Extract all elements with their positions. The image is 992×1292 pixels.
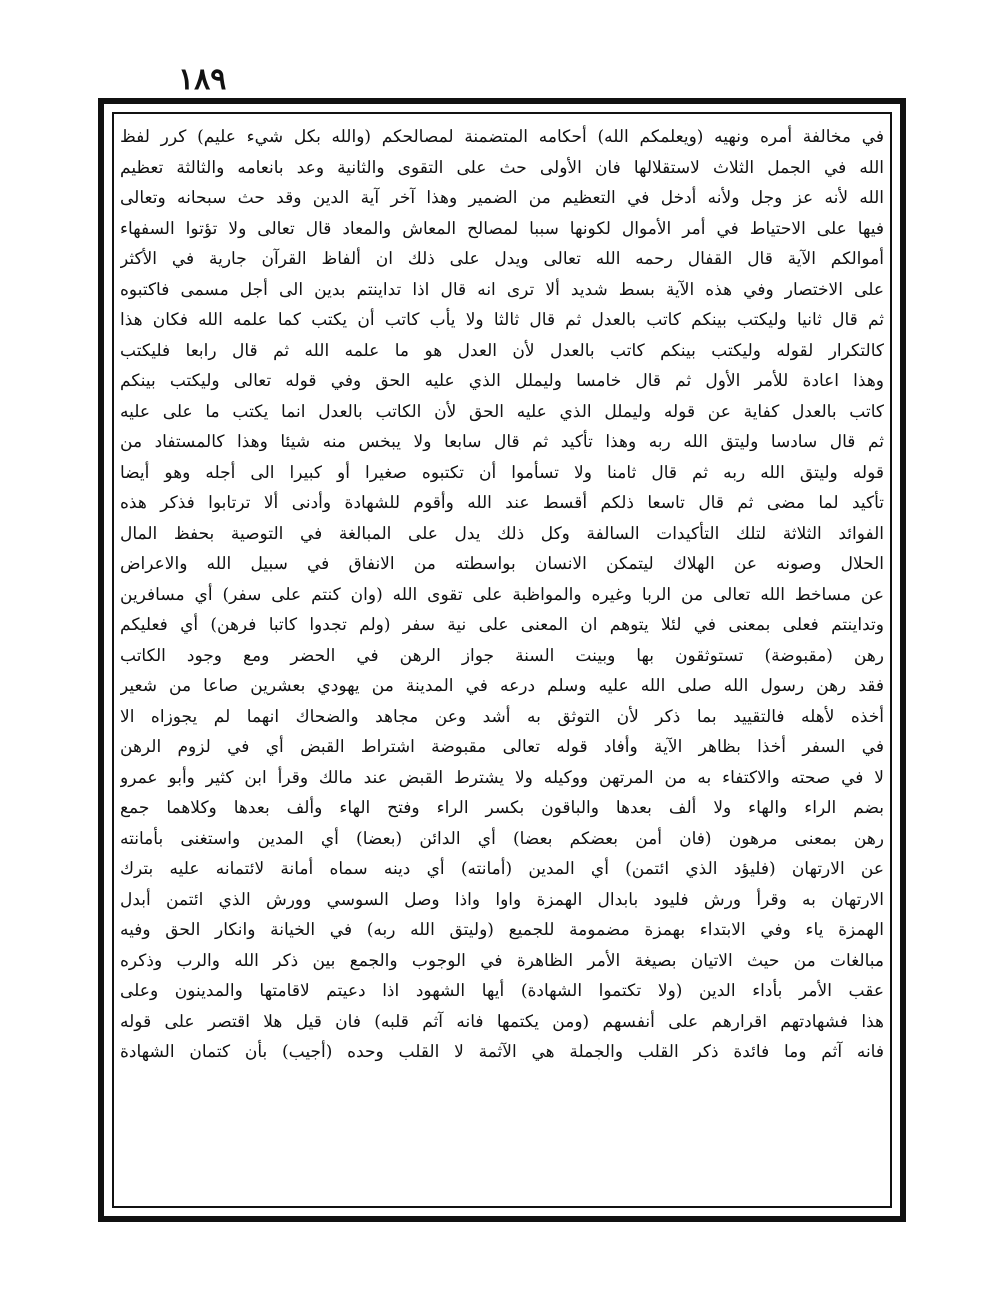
text-line: تأكيد لما مضى ثم قال تاسعا ذلكم أقسط عند الله وأقوم للشهادة وأدنى ألا ترتابوا فذكر هذه [120, 493, 884, 513]
text-line: رهن بمعنى مرهون (فان أمن بعضكم بعضا) أي الدائن (بعضا) أي المدين واستغنى بأمانته [120, 828, 884, 849]
text-line: لا في صحته والاكتفاء به من المرتهن ووكيله ولا يشترط القبض عند مالك وقرأ ابن كثير وأبو عمرو [120, 767, 884, 788]
text-line: مبالغات من حيث الاتيان بصيغة الأمر الظاهرة في الوجوب والجمع بين ذكر الله والرب وذكره [120, 950, 884, 971]
text-line: كالتكرار لقوله وليكتب بينكم كاتب بالعدل لأن العدل هو ما علمه الله ثم قال رابعا فليكتب [120, 340, 884, 361]
text-line: فيها على الاحتياط في أمر الأموال لكونها سببا لمصالح المعاش والمعاد قال تعالى ولا تؤتوا السفهاء [120, 218, 884, 239]
text-line: على الاختصار وفي هذه الآية بسط شديد ألا ترى انه قال اذا تداينتم بدين الى أجل مسمى فاكتبوه [120, 279, 884, 300]
text-line: الله في الجمل الثلاث لاستقلالها فان الأولى حث على التقوى والثانية وعد بانعامه والثالثة تعظيم [120, 157, 884, 178]
text-line: الهمزة ياء وفي الابتداء بهمزة مضمومة للجميع (وليتق الله ربه) في الخيانة وانكار الحق وفيه [120, 920, 884, 940]
text-line: فانه آثم وما فائدة ذكر القلب والجملة هي الآثمة لا القلب وحده (أجيب) بأن كتمان الشهادة [120, 1042, 884, 1062]
text-line: عقب الأمر بأداء الدين (ولا تكتموا الشهادة) أيها الشهود اذا دعيتم لاقامتها والمدينون وعلى [120, 981, 884, 1001]
text-line: رهن (مقبوضة) تستوثقون بها وبينت السنة جواز الرهن في الحضر ومع وجود الكاتب [120, 645, 884, 666]
text-line: ثم قال سادسا وليتق الله ربه وهذا تأكيد ثم قال سابعا ولا يبخس منه شيئا وهذا كالمستفاد من [120, 432, 884, 452]
text-line: عن الارتهان (فليؤد الذي ائتمن) أي المدين (أمانته) أي دينه سماه أمانة لائتمانه عليه بترك [120, 859, 884, 879]
text-body [120, 122, 884, 1208]
text-line: عن مساخط الله تعالى من الربا وغيره والمواظبة على تقوى الله (وان كنتم على سفر) أي مسافرين [120, 584, 884, 605]
text-line: في السفر أخذا بظاهر الآية وأفاد قوله تعالى مقبوضة اشتراط القبض أي في لزوم الرهن [120, 737, 884, 757]
text-line: قوله وليتق الله ربه ثم قال ثامنا ولا تسأموا أن تكتبوه صغيرا أو كبيرا الى أجله وهو أيضا [120, 462, 884, 483]
text-line: الارتهان به وقرأ ورش فليود بابدال الهمزة واوا واذا وصل السوسي وورش الذي ائتمن أبدل [120, 889, 884, 910]
text-line: في مخالفة أمره ونهيه (ويعلمكم الله) أحكامه المتضمنة لمصالحكم (والله بكل شيء عليم) كرر لفظ [120, 127, 884, 147]
text-line: ثم قال ثانيا وليكتب بينكم كاتب بالعدل ثم قال ثالثا ولا يأب كاتب أن يكتب كما علمه الله فكان هذا [120, 310, 884, 330]
text-line: أموالكم الآية قال القفال رحمه الله تعالى ويدل على ذلك ان ألفاظ القرآن جارية في الأكثر [120, 249, 884, 269]
text-line: الحلال وصونه عن الهلاك ليتمكن الانسان بواسطته من الانفاق في سبيل الله والاعراض [120, 554, 884, 574]
text-line: كاتب بالعدل كفاية عن قوله وليملل الذي عليه الحق لأن الكاتب بالعدل انما يكتب ما على عليه [120, 401, 884, 422]
text-line: وهذا اعادة للأمر الأول ثم قال خامسا وليملل الذي عليه الحق وفي قوله تعالى وليكتب بينكم [120, 371, 884, 391]
text-line: بضم الراء والهاء ولا ألف بعدها والباقون بكسر الراء وفتح الهاء وألف بعدها وكلاهما جمع [120, 798, 884, 818]
text-line: هذا فشهادتهم اقرارهم على أنفسهم (ومن يكتمها فانه آثم قلبه) فان قيل هلا اقتصر على قوله [120, 1011, 884, 1032]
text-line: الفوائد الثلاثة لتلك التأكيدات السالفة وكل ذلك يدل على المبالغة في التوصية بحفظ المال [120, 523, 884, 544]
text-line: الله لأنه عز وجل ولأنه أدخل في التعظيم من الضمير وهذا آخر آية الدين وقد حث سبحانه وتعالى [120, 188, 884, 208]
page-number: ١٨٩ [178, 62, 227, 97]
text-line: أخذه لأهله فالتقييد بما ذكر لأن التوثق به أشد وعن مجاهد والضحاك انهما لم يجوزاه الا [120, 706, 884, 727]
text-line: وتداينتم فعلى بمعنى في لئلا يتوهم ان المعنى على نية سفر (ولم تجدوا كاتبا فرهن) أي فعليكم [120, 615, 884, 635]
text-line: فقد رهن رسول الله صلى الله عليه وسلم درعه في المدينة من يهودي بعشرين صاعا من شعير [120, 676, 884, 696]
